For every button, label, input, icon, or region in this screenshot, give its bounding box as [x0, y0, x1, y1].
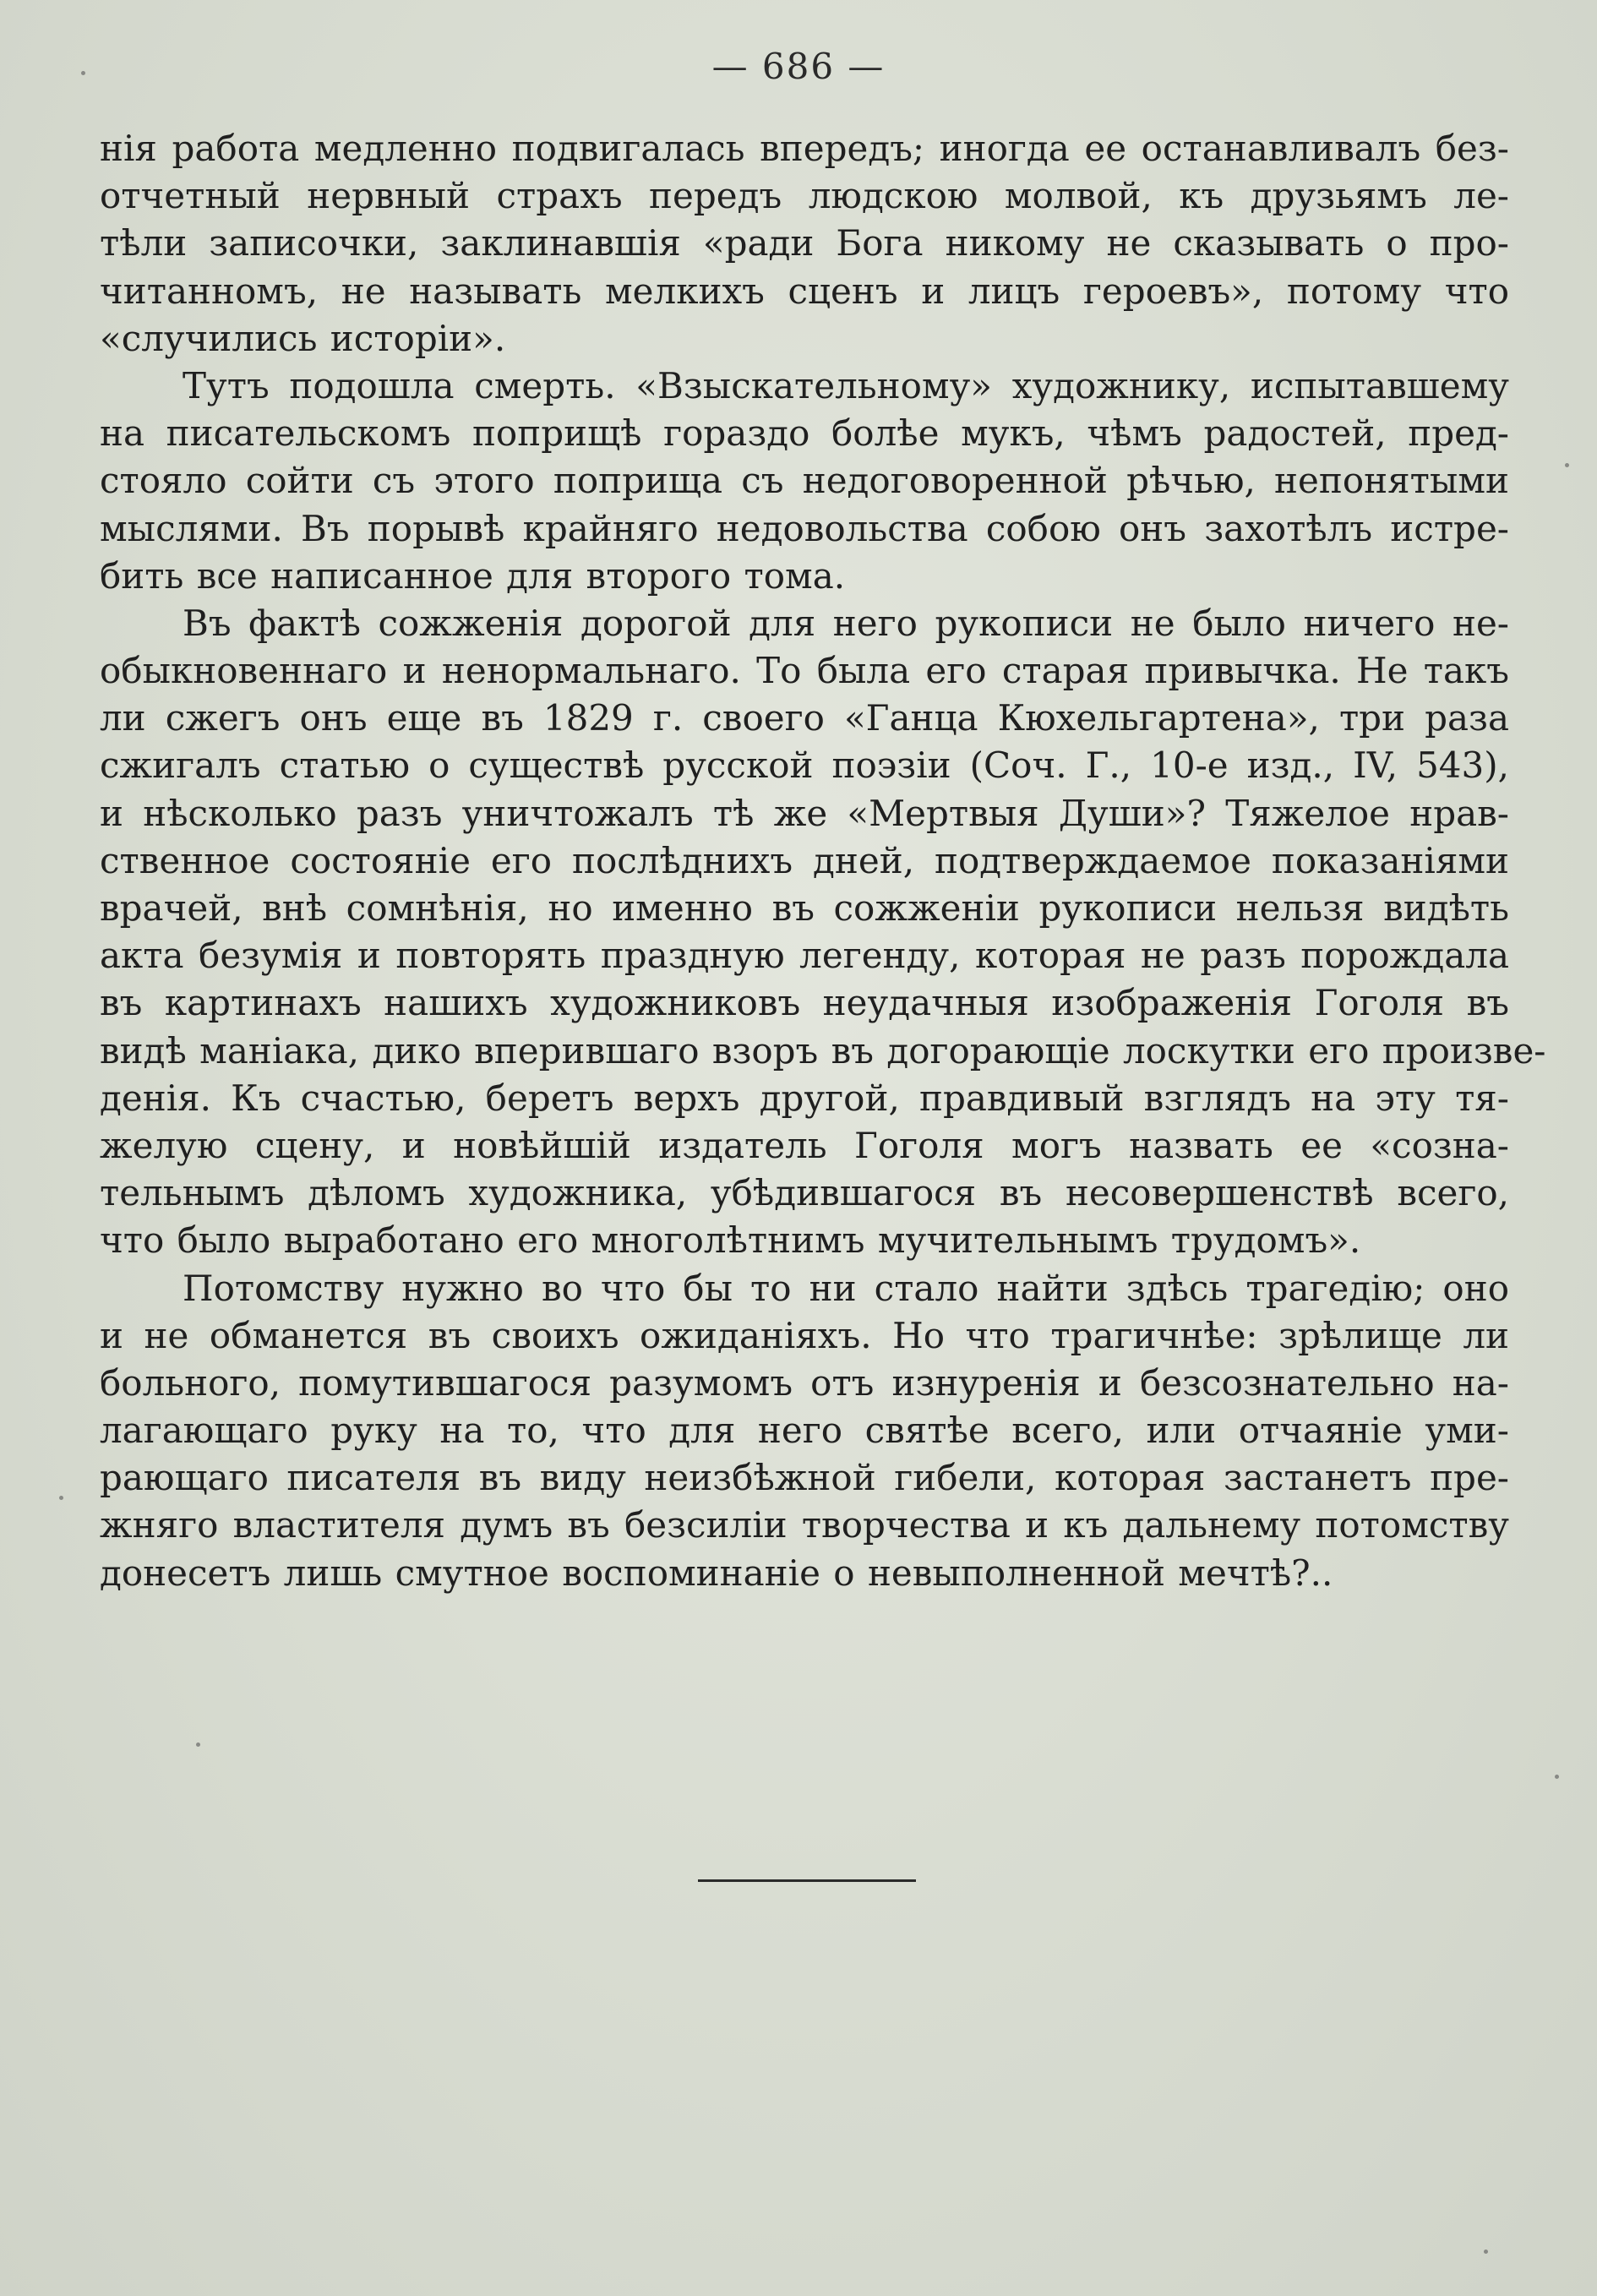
paper-speck [59, 1496, 63, 1500]
text-line: донесетъ лишь смутное воспоминаніе о невыполненной мечтѣ?.. [100, 1552, 1333, 1594]
text-line: отчетный нервный страхъ передъ людскою молвой, къ друзьямъ ле- [100, 175, 1509, 217]
body-text [100, 125, 1546, 1597]
text-line: Потомству нужно во что бы то ни стало найти здѣсь трагедію; оно [183, 1267, 1509, 1309]
text-line: стояло сойти съ этого поприща съ недоговоренной рѣчью, непонятыми [100, 460, 1509, 502]
paper-speck [196, 1742, 200, 1747]
text-line: рающаго писателя въ виду неизбѣжной гибели, которая застанетъ пре- [100, 1457, 1509, 1499]
paper-speck [1484, 2250, 1488, 2254]
paper-speck [81, 71, 85, 75]
text-line: мыслями. Въ порывѣ крайняго недовольства собою онъ захотѣлъ истре- [100, 507, 1509, 549]
text-line: больного, помутившагося разумомъ отъ изнуренія и безсознательно на- [100, 1361, 1509, 1404]
section-end-rule [698, 1879, 916, 1882]
text-line: обыкновеннаго и ненормальнаго. То была его старая привычка. Не такъ [100, 650, 1509, 692]
text-line: на писательскомъ поприщѣ гораздо болѣе мукъ, чѣмъ радостей, пред- [100, 412, 1509, 455]
text-line: и не обманется въ своихъ ожиданіяхъ. Но что трагичнѣе: зрѣлище ли [100, 1314, 1509, 1356]
text-line: жняго властителя думъ въ безсиліи творчества и къ дальнему потомству [100, 1504, 1509, 1546]
text-line: денія. Къ счастью, беретъ верхъ другой, правдивый взглядъ на эту тя- [100, 1077, 1509, 1119]
page-number: — 686 — [711, 46, 886, 87]
text-line: бить все написанное для второго тома. [100, 554, 846, 597]
text-line: тѣли записочки, заклинавшія «ради Бога никому не сказывать о про- [100, 222, 1509, 265]
text-line: акта безумія и повторять праздную легенду, которая не разъ порождала [100, 935, 1509, 977]
text-line: Въ фактѣ сожженія дорогой для него рукописи не было ничего не- [183, 602, 1509, 644]
paper-speck [1555, 1775, 1559, 1779]
text-line: ли сжегъ онъ еще въ 1829 г. своего «Ганца Кюхельгартена», три раза [100, 697, 1509, 739]
text-line: читанномъ, не называть мелкихъ сценъ и лицъ героевъ», потому что [100, 270, 1509, 312]
text-line: Тутъ подошла смерть. «Взыскательному» художнику, испытавшему [183, 364, 1509, 406]
text-line: сжигалъ статью о существѣ русской поэзіи (Соч. Г., 10-е изд., IV, 543), [100, 744, 1509, 787]
text-line: ственное состояніе его послѣднихъ дней, подтверждаемое показаніями [100, 839, 1509, 881]
text-line: тельнымъ дѣломъ художника, убѣдившагося въ несовершенствѣ всего, [100, 1172, 1509, 1214]
text-line: что было выработано его многолѣтнимъ мучительнымъ трудомъ». [100, 1219, 1361, 1262]
text-line: нія работа медленно подвигалась впередъ; иногда ее останавливалъ без- [100, 128, 1509, 169]
text-line: желую сцену, и новѣйшій издатель Гоголя могъ назвать ее «созна- [100, 1124, 1509, 1166]
paper-speck [1565, 463, 1569, 467]
text-line: врачей, внѣ сомнѣнія, но именно въ сожженіи рукописи нельзя видѣть [100, 887, 1509, 929]
text-line: и нѣсколько разъ уничтожалъ тѣ же «Мертвыя Души»? Тяжелое нрав- [100, 792, 1509, 834]
text-line: «случились исторіи». [100, 317, 506, 359]
text-line: лагающаго руку на то, что для него святѣе всего, или отчаяніе уми- [100, 1410, 1509, 1452]
text-line: въ картинахъ нашихъ художниковъ неудачныя изображенія Гоголя въ [100, 982, 1509, 1024]
text-line: видѣ маніака, дико вперившаго взоръ въ догорающіе лоскутки его произве- [100, 1029, 1546, 1072]
